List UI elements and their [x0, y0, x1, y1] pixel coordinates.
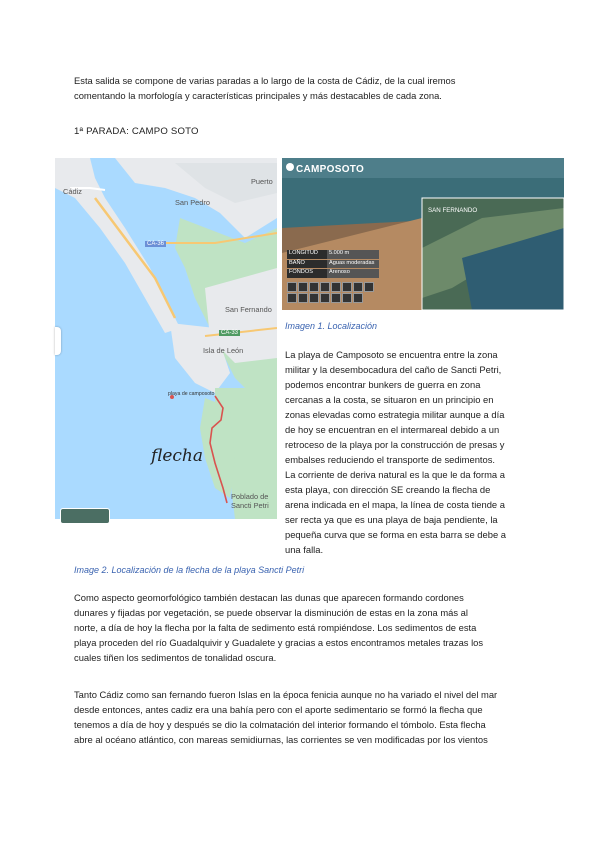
map-thumbnail[interactable] — [60, 508, 110, 524]
intro-line-2: comentando la morfología y características principales y más destacables de cada zona. — [74, 90, 442, 101]
service-icon — [298, 282, 308, 292]
text-line: abre al océano atlántico, con mareas semidiurnas, las corrientes se ven modificadas por los vientos — [74, 734, 488, 745]
text-line: pequeña curva que se forma en esta barra se debe a — [285, 529, 506, 540]
text-line: esta playa, con dirección SE creando la flecha de — [285, 484, 491, 495]
text-line: arena indicada en el mapa, la línea de costa tiende a — [285, 499, 505, 510]
section-heading: 1ª PARADA: CAMPO SOTO — [74, 126, 199, 137]
text-line: retroceso de la playa por la construcción de presas y — [285, 439, 505, 450]
infographic-row-longitud — [287, 250, 379, 259]
map-label-road-ca36: CA-36 — [147, 241, 165, 247]
map-label-road-ca33: CA-33 — [221, 330, 239, 336]
infographic-key: BAÑO — [287, 260, 327, 269]
service-icon — [342, 293, 352, 303]
map-label-playa: playa de camposoto — [168, 391, 215, 397]
text-line: una falla. — [285, 544, 324, 555]
text-line: playa proceden del río Guadalquivir y Guadalete y gracias a estos encontramos metales trazas los — [74, 637, 484, 648]
map-label-cadiz: Cádiz — [63, 187, 82, 196]
caption-image-2: Image 2. Localización de la flecha de la playa Sancti Petri — [74, 565, 305, 575]
camposoto-infographic — [282, 158, 564, 310]
infographic-row-bano — [287, 260, 379, 269]
infographic-service-icons — [287, 282, 379, 303]
text-line: de hoy se encuentran en el intermareal debido a un — [285, 424, 500, 435]
service-icon — [342, 282, 352, 292]
service-icon — [309, 282, 319, 292]
infographic-value: 5.000 m — [327, 250, 379, 259]
service-icon — [320, 293, 330, 303]
infographic-row-fondos — [287, 269, 379, 278]
camposoto-logo-icon — [286, 163, 294, 171]
service-icon — [353, 293, 363, 303]
map-label-poblado-2: Sancti Petri — [231, 501, 269, 510]
text-line: La corriente de deriva natural es la que le da forma a — [285, 469, 505, 480]
text-line: zonas elevadas como estrategia militar aunque a día — [285, 409, 505, 420]
text-line: desde entonces, antes cadiz era una bahía pero con el aporte sedimentario se formó la flecha que — [74, 704, 483, 715]
text-line: Tanto Cádiz como san fernando fueron Islas en la época fenicia aunque no ha variado el nivel del mar — [74, 689, 498, 700]
service-icon — [309, 293, 319, 303]
map-label-isla-de-leon: Isla de León — [203, 346, 244, 355]
infographic-value: Arenoso — [327, 269, 379, 278]
service-icon — [298, 293, 308, 303]
intro-line-1: Esta salida se compone de varias paradas a lo largo de la costa de Cádiz, de la cual iremos — [74, 75, 456, 86]
caption-image-1: Imagen 1. Localización — [285, 321, 378, 331]
text-line: militar y la desembocadura del caño de Sancti Petri, — [285, 364, 502, 375]
service-icon — [331, 293, 341, 303]
text-line: embalses reduciendo el transporte de sedimentos. — [285, 454, 496, 465]
text-line: tenemos a día de hoy y después se dio la colmatación del interior formando el tómbolo. Esta flecha — [74, 719, 486, 730]
service-icon — [364, 282, 374, 292]
infographic-value: Aguas moderadas — [327, 260, 379, 269]
text-line: podemos encontrar bunkers de guerra en zona — [285, 379, 481, 390]
text-line: Como aspecto geomorfológico también destacan las dunas que aparecen formando cordones — [74, 592, 464, 603]
map-label-puerto: Puerto — [251, 177, 273, 186]
text-line: La playa de Camposoto se encuentra entre la zona — [285, 349, 498, 360]
map-label-poblado-1: Poblado de — [231, 492, 269, 501]
text-line: norte, a día de hoy la flecha por la falta de sedimento está rompiéndose. Los sedimentos de esta — [74, 622, 477, 633]
text-line: ser recta ya que es una playa de baja pendiente, la — [285, 514, 498, 525]
infographic-inset-label: SAN FERNANDO — [428, 207, 478, 214]
infographic-key: FONDOS — [287, 269, 327, 278]
text-line: cuales tiñen los sedimentos de tonalidad oscura. — [74, 652, 277, 663]
text-line: dunares y fijadas por vegetación, se puede observar la disminución de estas en la zona más al — [74, 607, 468, 618]
service-icon — [331, 282, 341, 292]
text-line: cercanas a la costa, se situaron en un principio en — [285, 394, 494, 405]
map-side-tab[interactable] — [55, 327, 61, 355]
infographic-table — [287, 250, 379, 279]
map-label-san-fernando: San Fernando — [225, 305, 272, 314]
service-icon — [287, 282, 297, 292]
infographic-key: LONGITUD — [287, 250, 327, 259]
service-icon — [287, 293, 297, 303]
service-icon — [320, 282, 330, 292]
infographic-title: CAMPOSOTO — [296, 164, 365, 175]
service-icon — [353, 282, 363, 292]
map-annotation-flecha: flecha — [151, 446, 204, 466]
map-label-san-pedro: San Pedro — [175, 198, 210, 207]
